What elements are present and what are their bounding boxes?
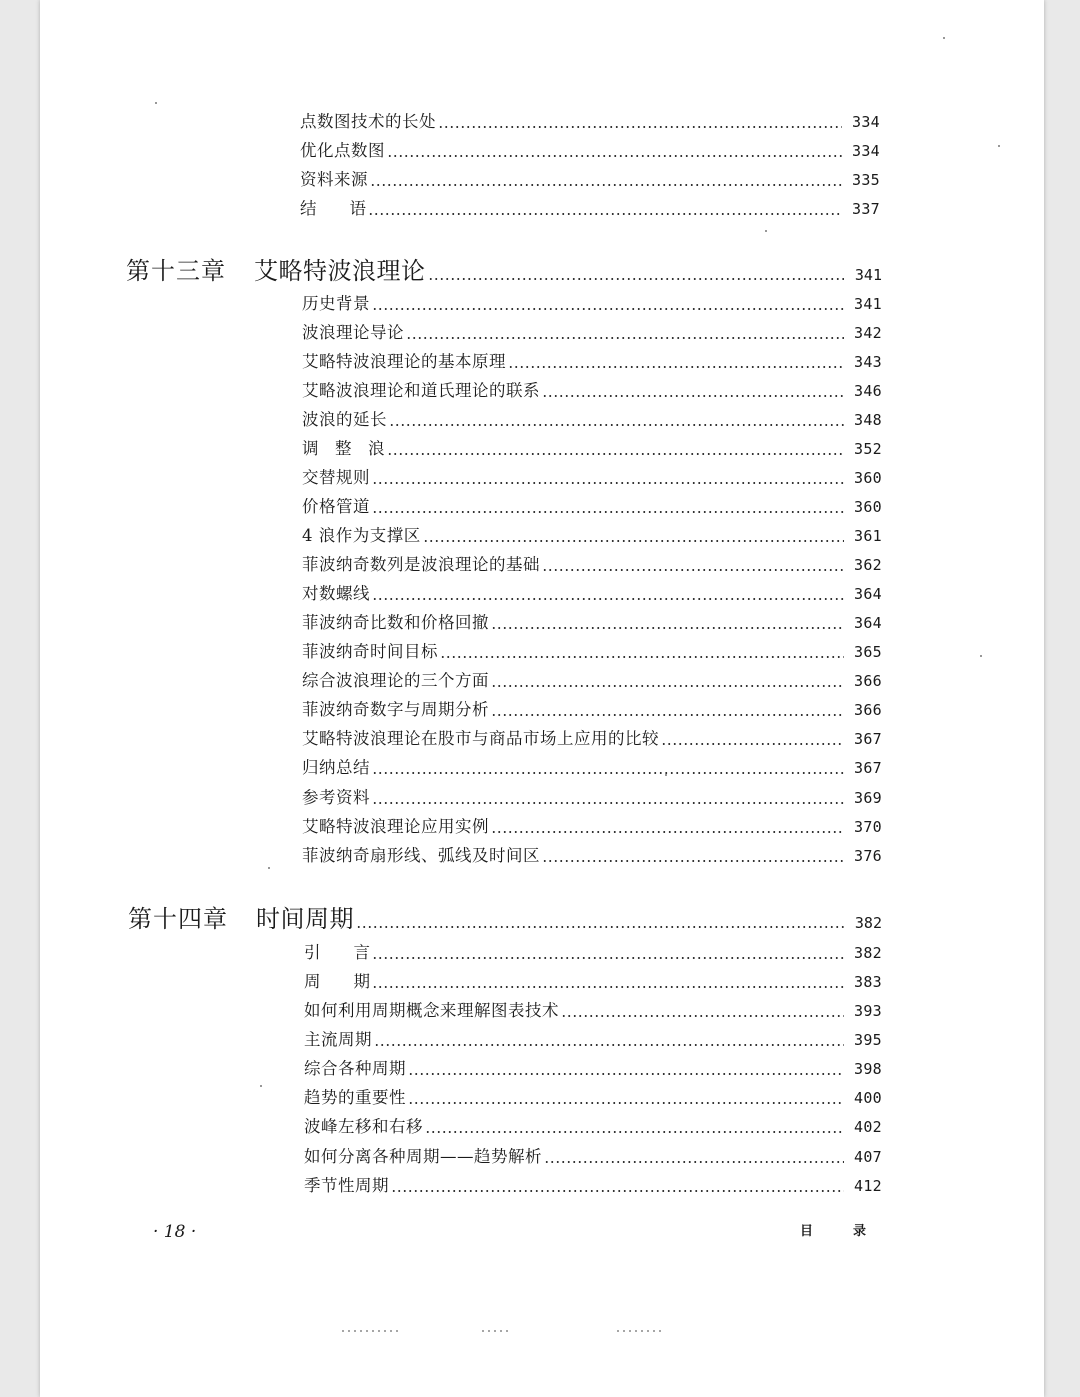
toc-entry[interactable] [302,784,882,808]
toc-entry-title: 菲波纳奇时间目标 [302,642,438,661]
dot-leader [387,453,845,455]
dot-leader [542,395,844,397]
toc-entry[interactable] [302,696,882,720]
toc-entry[interactable] [302,377,882,401]
toc-entry[interactable] [302,290,882,314]
dot-leader [372,308,844,310]
toc-entry-page: 364 [854,614,882,632]
toc-entry-page: 334 [852,142,880,160]
toc-entry-title: 如何利用周期概念来理解图表技术 [304,1001,559,1020]
dot-leader [508,366,844,368]
toc-entry-title: 菲波纳奇扇形线、弧线及时间区 [302,846,540,865]
chapter-page: 382 [854,914,882,932]
toc-entry[interactable] [302,319,882,343]
toc-entry[interactable] [302,464,882,488]
toc-entry[interactable] [302,348,882,372]
toc-entry-page: 337 [852,200,880,218]
dot-leader [374,1044,844,1046]
toc-entry[interactable] [304,1026,882,1050]
dot-leader [406,337,844,339]
dot-leader [356,926,844,928]
toc-entry[interactable] [300,195,880,219]
toc-entry-title: 周 期 [304,972,370,991]
toc-entry-title: 菲波纳奇数列是波浪理论的基础 [302,555,540,574]
toc-entry-page: 346 [854,382,882,400]
toc-entry-page: 334 [852,113,880,131]
toc-entry-page: 348 [854,411,882,429]
toc-entry-title: 资料来源 [300,170,368,189]
toc-entry-page: 362 [854,556,882,574]
toc-entry-page: 335 [852,171,880,189]
toc-entry[interactable] [302,725,882,749]
toc-entry-page: 367 [854,730,882,748]
toc-entry-page: 402 [854,1118,882,1136]
dot-leader [368,213,842,215]
scan-speck [943,37,945,39]
toc-entry[interactable] [302,667,882,691]
toc-entry-title: 如何分离各种周期——趋势解析 [304,1147,542,1166]
toc-entry-page: 412 [854,1177,882,1195]
dot-leader [491,831,844,833]
scan-speck [765,230,767,232]
toc-entry-page: 407 [854,1148,882,1166]
chapter-title: 艾略特波浪理论 [254,257,426,285]
dot-leader [372,986,844,988]
toc-entry[interactable] [302,493,882,517]
toc-entry[interactable] [304,1055,882,1079]
toc-entry[interactable] [304,1113,882,1137]
toc-entry-title: 波浪理论导论 [302,323,404,342]
toc-entry-title: 季节性周期 [304,1176,389,1195]
dot-leader [372,957,844,959]
toc-entry[interactable] [302,551,882,575]
toc-entry-title: 交替规则 [302,468,370,487]
toc-entry-title: 结 语 [300,199,366,218]
toc-entry-page: 364 [854,585,882,603]
toc-entry-title: 综合各种周期 [304,1059,406,1078]
toc-entry[interactable] [302,580,882,604]
scan-speck [998,145,1000,147]
scan-speck [980,655,982,657]
dot-leader [544,1161,844,1163]
document-page [40,0,1044,1397]
toc-entry[interactable] [300,137,880,161]
toc-entry-page: 361 [854,527,882,545]
toc-entry[interactable] [300,108,880,132]
toc-entry[interactable] [304,939,882,963]
dot-leader [372,511,844,513]
toc-entry-page: 342 [854,324,882,342]
toc-entry-title: 艾略波浪理论和道氏理论的联系 [302,381,540,400]
toc-entry-title: 艾略特波浪理论的基本原理 [302,352,506,371]
toc-entry[interactable] [304,1172,882,1196]
chapter-number: 第十四章 [128,905,228,933]
dot-leader [372,772,844,774]
chapter-number: 第十三章 [126,257,226,285]
chapter-page: 341 [854,266,882,284]
toc-entry-title: 波峰左移和右移 [304,1117,423,1136]
toc-entry-title: 历史背景 [302,294,370,313]
dot-leader [661,743,844,745]
dot-leader [408,1073,844,1075]
toc-entry[interactable] [304,968,882,992]
dot-leader [491,685,844,687]
toc-entry-title: 点数图技术的长处 [300,112,436,131]
toc-entry[interactable] [302,638,882,662]
toc-entry[interactable] [302,813,882,837]
toc-entry-title: 综合波浪理论的三个方面 [302,671,489,690]
toc-entry-page: 395 [854,1031,882,1049]
dot-leader [438,126,842,128]
dot-leader [389,424,844,426]
toc-entry[interactable] [304,997,882,1021]
toc-entry-title: 主流周期 [304,1030,372,1049]
scan-artifact [615,1330,665,1332]
toc-entry-title: 对数螺线 [302,584,370,603]
dot-leader [428,278,845,280]
toc-entry-page: 369 [854,789,882,807]
dot-leader [561,1015,844,1017]
dot-leader [387,155,842,157]
toc-entry[interactable] [304,1143,882,1167]
toc-entry-title: 艾略特波浪理论在股市与商品市场上应用的比较 [302,729,659,748]
toc-entry-page: 400 [854,1089,882,1107]
dot-leader [408,1102,844,1104]
toc-entry-title: 4 浪作为支撑区 [302,526,421,545]
toc-entry-title: 趋势的重要性 [304,1088,406,1107]
toc-entry-page: 366 [854,701,882,719]
toc-entry-page: 383 [854,973,882,991]
toc-entry-title: 菲波纳奇比数和价格回撤 [302,613,489,632]
toc-entry-page: 365 [854,643,882,661]
scan-speck [665,774,667,776]
chapter-heading[interactable] [126,252,882,286]
dot-leader [425,1131,844,1133]
toc-entry-title: 价格管道 [302,497,370,516]
chapter-heading[interactable] [128,900,882,934]
scan-speck [268,867,270,869]
toc-entry[interactable] [302,842,882,866]
toc-entry-page: 366 [854,672,882,690]
dot-leader [372,482,844,484]
toc-entry[interactable] [304,1084,882,1108]
toc-entry-page: 393 [854,1002,882,1020]
toc-entry[interactable] [302,435,882,459]
toc-entry[interactable] [302,522,882,546]
toc-entry[interactable] [302,406,882,430]
chapter-title: 时间周期 [256,905,354,933]
dot-leader [440,656,844,658]
scan-speck [260,1085,262,1087]
dot-leader [372,802,844,804]
toc-entry-page: 370 [854,818,882,836]
dot-leader [372,598,844,600]
toc-entry-title: 参考资料 [302,788,370,807]
toc-entry-page: 343 [854,353,882,371]
toc-entry-title: 引 言 [304,943,370,962]
dot-leader [423,540,844,542]
page-number: · 18 · [153,1222,197,1242]
dot-leader [542,569,844,571]
toc-entry-title: 菲波纳奇数字与周期分析 [302,700,489,719]
dot-leader [391,1190,844,1192]
toc-entry-title: 艾略特波浪理论应用实例 [302,817,489,836]
toc-entry-page: 360 [854,469,882,487]
toc-entry-title: 归纳总结 [302,758,370,777]
dot-leader [491,627,844,629]
toc-entry-page: 360 [854,498,882,516]
toc-entry-page: 382 [854,944,882,962]
dot-leader [542,860,844,862]
toc-entry-page: 352 [854,440,882,458]
toc-entry[interactable] [302,609,882,633]
toc-entry-title: 优化点数图 [300,141,385,160]
toc-entry[interactable] [300,166,880,190]
toc-entry-page: 398 [854,1060,882,1078]
scan-artifact [480,1330,510,1332]
dot-leader [491,714,844,716]
toc-entry-page: 367 [854,759,882,777]
toc-entry-page: 376 [854,847,882,865]
dot-leader [370,184,842,186]
scan-speck [155,102,157,104]
toc-entry-title: 波浪的延长 [302,410,387,429]
toc-entry-title: 调 整 浪 [302,439,385,458]
running-footer-label: 目录 [800,1224,907,1239]
toc-entry[interactable] [302,754,882,778]
toc-entry-page: 341 [854,295,882,313]
scan-artifact [340,1330,400,1332]
